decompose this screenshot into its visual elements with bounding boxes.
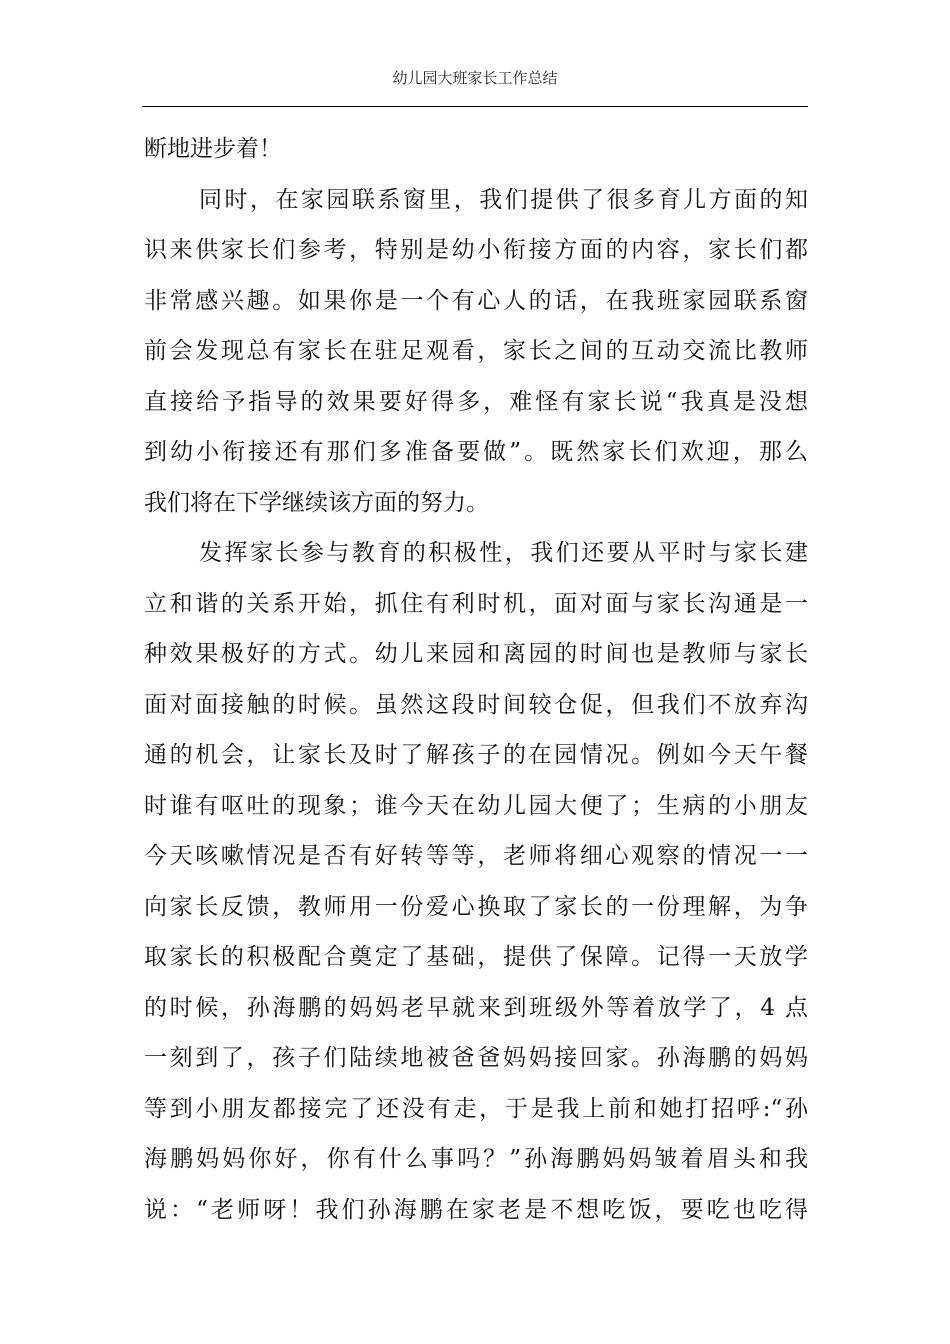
text-line: 到幼小衔接还有那们多准备要做”。既然家长们欢迎，那么	[144, 439, 808, 465]
text-line: 发挥家长参与教育的积极性，我们还要从平时与家长建	[199, 540, 808, 566]
text-line: 前会发现总有家长在驻足观看，家长之间的互动交流比教师	[144, 338, 808, 364]
text-line: 向家长反馈，教师用一份爱心换取了家长的一份理解，为争	[144, 893, 808, 920]
text-line: 面对面接触的时候。虽然这段时间较仓促，但我们不放弃沟	[144, 691, 808, 718]
text-line: 一刻到了，孩子们陆续地被爸爸妈妈接回家。孙海鹏的妈妈	[144, 1045, 808, 1071]
text-line: 通的机会，让家长及时了解孩子的在园情况。例如今天午餐	[144, 742, 808, 768]
text-line: 取家长的积极配合奠定了基础，提供了保障。记得一天放学	[144, 944, 808, 970]
text-line: 非常感兴趣。如果你是一个有心人的话，在我班家园联系窗	[144, 287, 808, 314]
text-line: 今天咳嗽情况是否有好转等等，老师将细心观察的情况一一	[144, 843, 808, 869]
text-line: 断地进步着！	[144, 136, 282, 162]
text-line: 识来供家长们参考，特别是幼小衔接方面的内容，家长们都	[144, 237, 808, 263]
text-line: 我们将在下学继续该方面的努力。	[144, 489, 489, 516]
text-line: 等到小朋友都接完了还没有走，于是我上前和她打招呼:“孙	[144, 1095, 808, 1122]
text-line: 时谁有呕吐的现象；谁今天在幼儿园大便了；生病的小朋友	[144, 792, 808, 819]
document-body	[144, 124, 808, 1235]
text-line: 的时候，孙海鹏的妈妈老早就来到班级外等着放学了，4 点	[144, 994, 808, 1021]
text-line: 海鹏妈妈你好，你有什么事吗？”孙海鹏妈妈皱着眉头和我	[144, 1146, 808, 1172]
text-line: 同时，在家园联系窗里，我们提供了很多育儿方面的知	[199, 186, 808, 213]
text-line: 立和谐的关系开始，抓住有利时机，面对面与家长沟通是一	[144, 590, 808, 617]
text-line: 种效果极好的方式。幼儿来园和离园的时间也是教师与家长	[144, 641, 808, 667]
header-divider	[142, 106, 808, 107]
page-header-title: 幼儿园大班家长工作总结	[392, 69, 558, 87]
text-line: 直接给予指导的效果要好得多，难怪有家长说“我真是没想	[144, 388, 808, 415]
text-line: 说：“老师呀！我们孙海鹏在家老是不想吃饭，要吃也吃得	[144, 1196, 808, 1223]
